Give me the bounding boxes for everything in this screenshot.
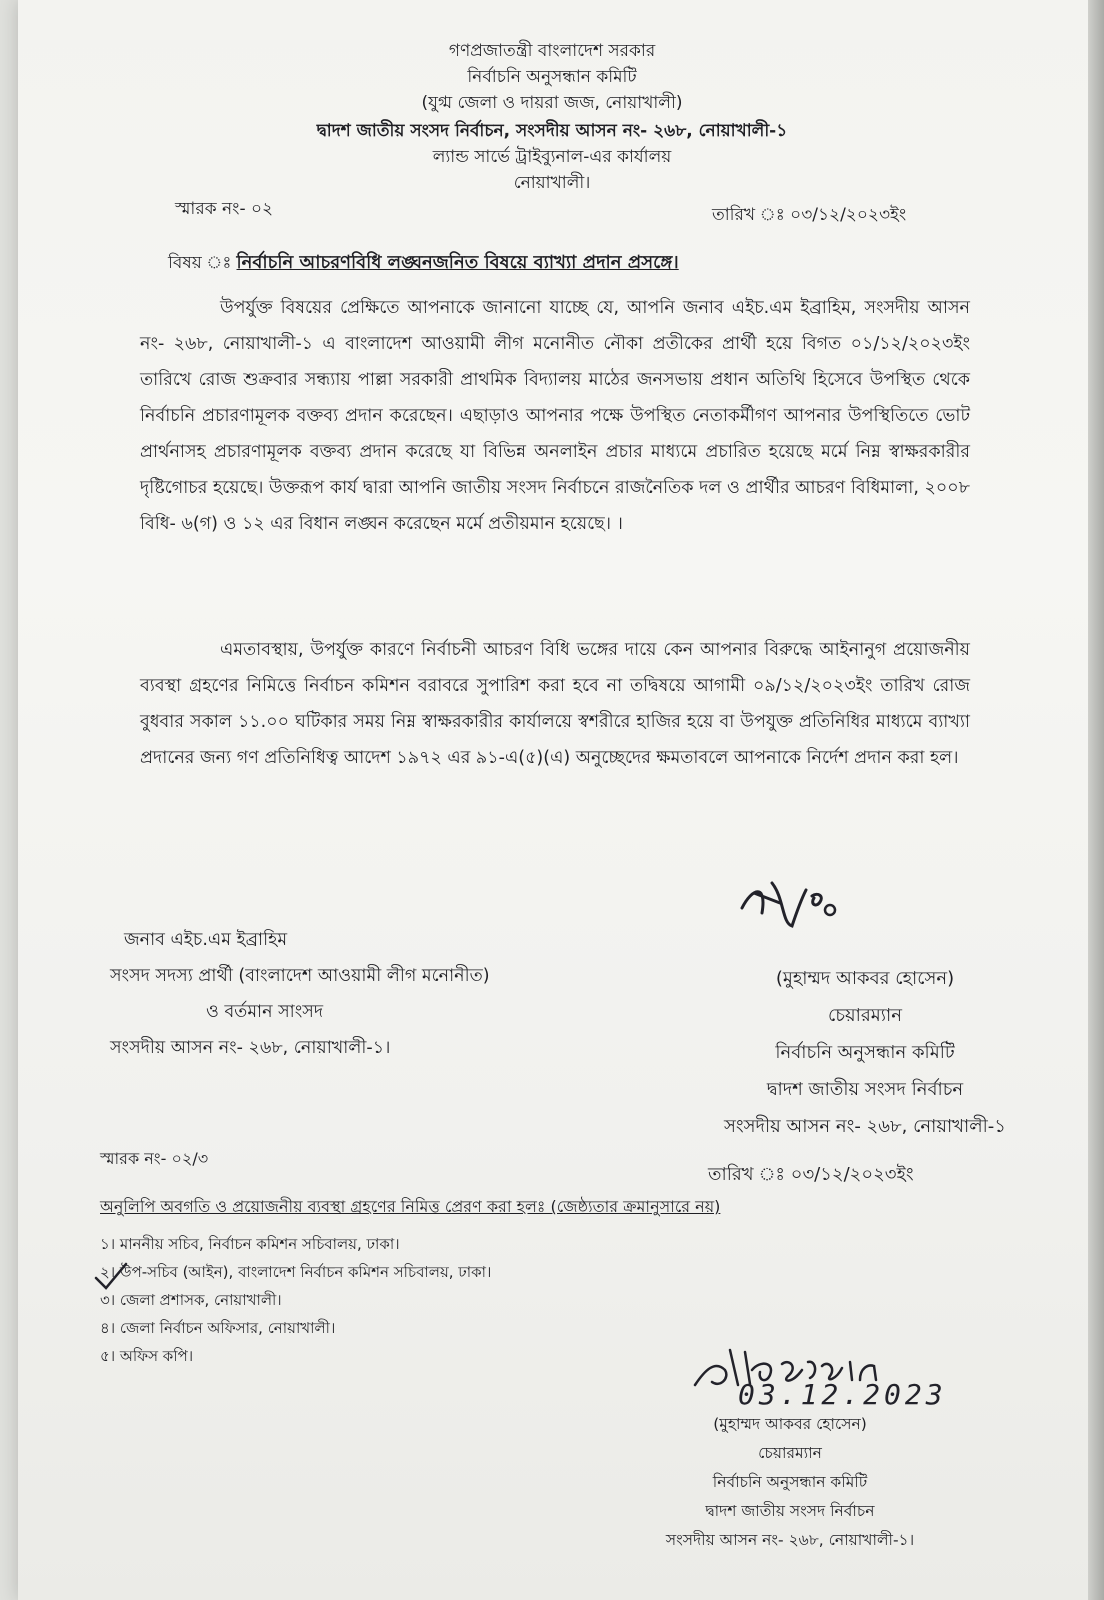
header-committee: নির্বাচনি অনুসন্ধান কমিটি <box>467 67 637 87</box>
recipient-current: ও বর্তমান সাংসদ <box>206 1002 324 1022</box>
memo-date-2: তারিখ ঃ ০৩/১২/২০২৩ইং <box>708 1164 914 1185</box>
header-office: ল্যান্ড সার্ভে ট্রাইব্যুনাল-এর কার্যালয় <box>432 147 672 167</box>
recipient-name: জনাব এইচ.এম ইব্রাহিম <box>124 930 288 950</box>
signatory-2-committee: নির্বাচনি অনুসন্ধান কমিটি <box>712 1473 868 1491</box>
desk-edge <box>1088 0 1104 1600</box>
memo-number-2: স্মারক নং- ০২/৩ <box>100 1149 209 1168</box>
signatory-title: চেয়ারম্যান <box>828 1005 902 1026</box>
signature-mark <box>732 868 862 938</box>
header-judge: (যুগ্ম জেলা ও দায়রা জজ, নোয়াখালী) <box>421 93 683 113</box>
paragraph-2-text: এমতাবস্থায়, উপর্যুক্ত কারণে নির্বাচনী আচরণ বিধি ভঙ্গের দায়ে কেন আপনার বিরুদ্ধে আইনানুগ প্রয়োজনীয় ব্যবস্থা গ্রহণের নিমিত্তে নির্বাচন কমিশন বরাবরে সুপারিশ করা হবে না তদ্বিষয়ে আগামী ০৯/১২/২০২৩ইং তারিখ রোজ বুধবার সকাল ১১.০০ ঘটিকার সময় নিম্ন স্বাক্ষরকারীর কার্যালয়ে স্বশরীরে হাজির হয়ে বা উপযুক্ত প্রতিনিধির মাধ্যমে ব্যাখ্যা প্রদানের জন্য গণ প্রতিনিধিত্ব আদেশ ১৯৭২ এর ৯১-এ(৫)(এ) অনুচ্ছেদের ক্ষমতাবলে আপনাকে নির্দেশ প্রদান করা হল। <box>140 640 970 768</box>
checkmark-icon <box>92 1260 132 1294</box>
signatory-seat: সংসদীয় আসন নং- ২৬৮, নোয়াখালী-১ <box>724 1116 1006 1137</box>
copy-list <box>100 1230 491 1370</box>
signatory-name: (মুহাম্মদ আকবর হোসেন) <box>775 968 955 989</box>
recipient-role: সংসদ সদস্য প্রার্থী (বাংলাদেশ আওয়ামী লীগ মনোনীত) <box>110 966 490 986</box>
memo-date: তারিখ ঃ ০৩/১২/২০২৩ইং <box>712 205 907 225</box>
body-paragraph-2 <box>140 632 970 776</box>
subject-text: নির্বাচনি আচরণবিধি লঙ্ঘনজনিত বিষয়ে ব্যাখ্যা প্রদান প্রসঙ্গে। <box>236 252 679 273</box>
paragraph-1-text: উপর্যুক্ত বিষয়ের প্রেক্ষিতে আপনাকে জানানো যাচ্ছে যে, আপনি জনাব এইচ.এম ইব্রাহিম, সংসদীয় আসন নং- ২৬৮, নোয়াখালী-১ এ বাংলাদেশ আওয়ামী লীগ মনোনীত নৌকা প্রতীকের প্রার্থী হয়ে বিগত ০১/১২/২০২৩ইং তারিখে রোজ শুক্রবার সন্ধ্যায় পাল্লা সরকারী প্রাথমিক বিদ্যালয় মাঠের জনসভায় প্রধান অতিথি হিসেবে উপস্থিত থেকে নির্বাচনি প্রচারণামূলক বক্তব্য প্রদান করেছেন। এছাড়াও আপনার পক্ষে উপস্থিত নেতাকর্মীগণ আপনার উপস্থিতিতে ভোট প্রার্থনাসহ প্রচারণামূলক বক্তব্য প্রদান করেছে যা বিভিন্ন অনলাইন প্রচার মাধ্যমে প্রচারিত হয়েছে মর্মে নিম্ন স্বাক্ষরকারীর দৃষ্টিগোচর হয়েছে। উক্তরূপ কার্য দ্বারা আপনি জাতীয় সংসদ নির্বাচনে রাজনৈতিক দল ও প্রার্থীর আচরণ বিধিমালা, ২০০৮ বিধি- ৬(গ) ও ১২ এর বিধান লঙ্ঘন করেছেন মর্মে প্রতীয়মান হয়েছে। । <box>140 298 970 534</box>
header-district: নোয়াখালী। <box>513 173 591 193</box>
signatory-block-2 <box>590 1410 990 1555</box>
signatory-committee: নির্বাচনি অনুসন্ধান কমিটি <box>775 1042 955 1063</box>
copy-item: ১। মাননীয় সচিব, নির্বাচন কমিশন সচিবালয়, ঢাকা। <box>100 1235 400 1253</box>
body-paragraph-1 <box>140 290 970 542</box>
subject-label: বিষয় ঃ <box>168 253 232 273</box>
signatory-2-seat: সংসদীয় আসন নং- ২৬৮, নোয়াখালী-১। <box>665 1531 915 1549</box>
copy-item: ৫। অফিস কপি। <box>100 1347 194 1365</box>
recipient-block <box>110 922 490 1066</box>
signatory-election: দ্বাদশ জাতীয় সংসদ নির্বাচন <box>766 1079 964 1100</box>
copy-item: ২। উপ-সচিব (আইন), বাংলাদেশ নির্বাচন কমিশন সচিবালয়, ঢাকা। <box>100 1263 492 1281</box>
header-govt: গণপ্রজাতন্ত্রী বাংলাদেশ সরকার <box>448 41 656 61</box>
signatory-block <box>680 960 1050 1145</box>
signature-date: 03.12.2023 <box>738 1378 947 1411</box>
signatory-2-name: (মুহাম্মদ আকবর হোসেন) <box>713 1415 867 1433</box>
signatory-2-election: দ্বাদশ জাতীয় সংসদ নির্বাচন <box>705 1502 875 1520</box>
recipient-seat: সংসদীয় আসন নং- ২৬৮, নোয়াখালী-১। <box>110 1038 391 1058</box>
signatory-2-title: চেয়ারম্যান <box>758 1444 822 1462</box>
copy-item: ৪। জেলা নির্বাচন অফিসার, নোয়াখালী। <box>100 1319 336 1337</box>
subject-line <box>168 248 679 279</box>
copy-item: ৩। জেলা প্রশাসক, নোয়াখালী। <box>100 1291 282 1309</box>
copy-heading: অনুলিপি অবগতি ও প্রয়োজনীয় ব্যবস্থা গ্রহণের নিমিত্ত প্রেরণ করা হলঃ (জেষ্ঠ্যতার ক্রমানুসারে নয়) <box>100 1197 721 1216</box>
memo-number: স্মারক নং- ০২ <box>175 199 274 219</box>
header-election: দ্বাদশ জাতীয় সংসদ নির্বাচন, সংসদীয় আসন নং- ২৬৮, নোয়াখালী-১ <box>316 121 788 141</box>
